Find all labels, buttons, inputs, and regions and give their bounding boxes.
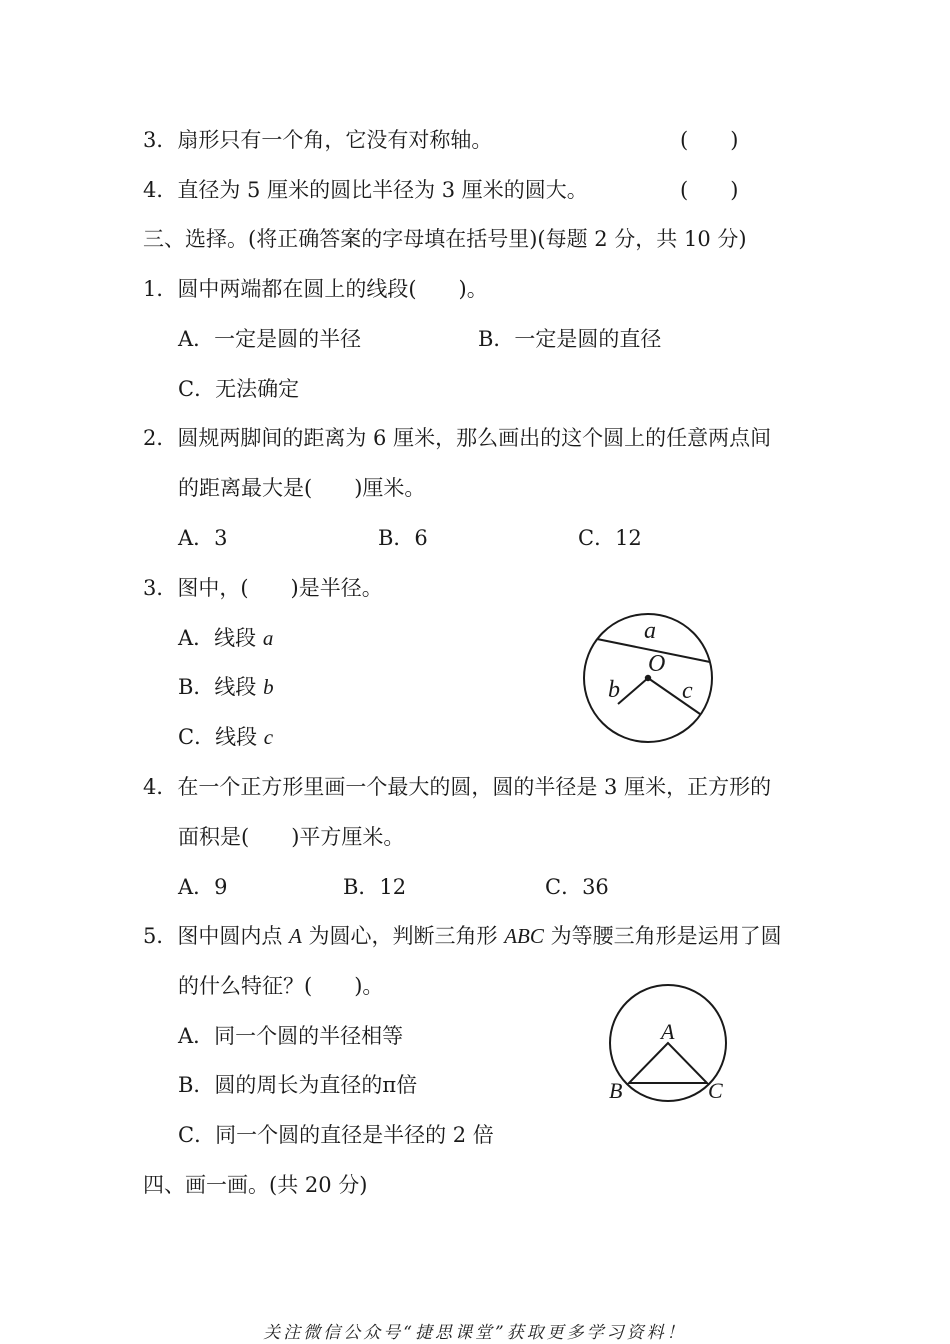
choice-q1-stem: 1．圆中两端都在圆上的线段( )。 [143,277,488,301]
q3-label-a: a [644,618,656,644]
q3-label-c: c [682,678,693,704]
q5-label-c: C [708,1078,723,1103]
choice-q4-option-b[interactable]: B．12 [343,875,407,899]
q5-label-b: B [609,1078,623,1103]
choice-q2-option-b[interactable]: B．6 [378,526,428,550]
choice-q4-option-a[interactable]: A．9 [178,875,228,899]
q5-label-a: A [661,1019,675,1044]
answer-paren-4[interactable]: ( ) [680,178,739,202]
q5-text-1: 5．图中圆内点 [143,924,290,948]
choice-q3-option-b[interactable] [178,672,274,702]
q5-circle-figure [600,980,740,1106]
choice-q4-option-c[interactable]: C．36 [545,875,609,899]
choice-q5-option-a[interactable]: A．同一个圆的半径相等 [178,1024,404,1048]
choice-q2-option-c[interactable]: C．12 [578,526,642,550]
choice-q2-stem-line1: 2．圆规两脚间的距离为 6 厘米，那么画出的这个圆上的任意两点间 [143,426,772,450]
q3-label-o: O [648,651,666,677]
judge-question-3: 3．扇形只有一个角，它没有对称轴。 [143,128,493,152]
choice-q1-option-a[interactable]: A．一定是圆的半径 [178,327,362,351]
footer-watermark: 关注微信公众号“捷思课堂”获取更多学习资料！ [263,1323,687,1343]
choice-q5-stem-line1 [143,921,782,951]
choice-q3-stem: 3．图中，( )是半径。 [143,576,383,600]
q5-text-3: 为等腰三角形是运用了圆 [543,924,782,948]
var-b: b [263,675,274,699]
choice-q2-stem-line2: 的距离最大是( )厘米。 [178,476,426,500]
option-c-prefix: C．线段 [178,725,264,749]
choice-q2-option-a[interactable]: A．3 [178,526,228,550]
choice-q1-option-c[interactable]: C．无法确定 [178,377,300,401]
choice-q3-option-a[interactable] [178,623,273,653]
q3-segment-b [618,678,648,704]
option-b-prefix: B．线段 [178,675,264,699]
choice-q5-option-c[interactable]: C．同一个圆的直径是半径的 2 倍 [178,1123,494,1147]
section-4-title: 四、画一画。(共 20 分) [143,1173,368,1197]
q3-circle-figure [578,608,724,750]
q5-text-2: 为圆心，判断三角形 [301,924,505,948]
choice-q1-option-b[interactable]: B．一定是圆的直径 [478,327,662,351]
q5-var-a: A [289,924,302,948]
judge-question-4: 4．直径为 5 厘米的圆比半径为 3 厘米的圆大。 [143,178,588,202]
answer-paren-3[interactable]: ( ) [680,128,739,152]
choice-q4-stem-line2: 面积是( )平方厘米。 [178,825,405,849]
choice-q3-option-c[interactable] [178,722,273,752]
choice-q4-stem-line1: 4．在一个正方形里画一个最大的圆，圆的半径是 3 厘米，正方形的 [143,775,772,799]
var-a: a [262,626,274,650]
option-a-prefix: A．线段 [178,626,263,650]
q3-label-b: b [608,677,620,703]
q5-triangle-abc [629,1043,707,1083]
section-3-title: 三、选择。(将正确答案的字母填在括号里)(每题 2 分，共 10 分) [143,227,747,251]
choice-q5-stem-line2: 的什么特征？( )。 [178,974,384,998]
q5-var-abc: ABC [504,924,544,948]
var-c: c [263,725,274,749]
choice-q5-option-b[interactable]: B．圆的周长为直径的π倍 [178,1073,418,1097]
